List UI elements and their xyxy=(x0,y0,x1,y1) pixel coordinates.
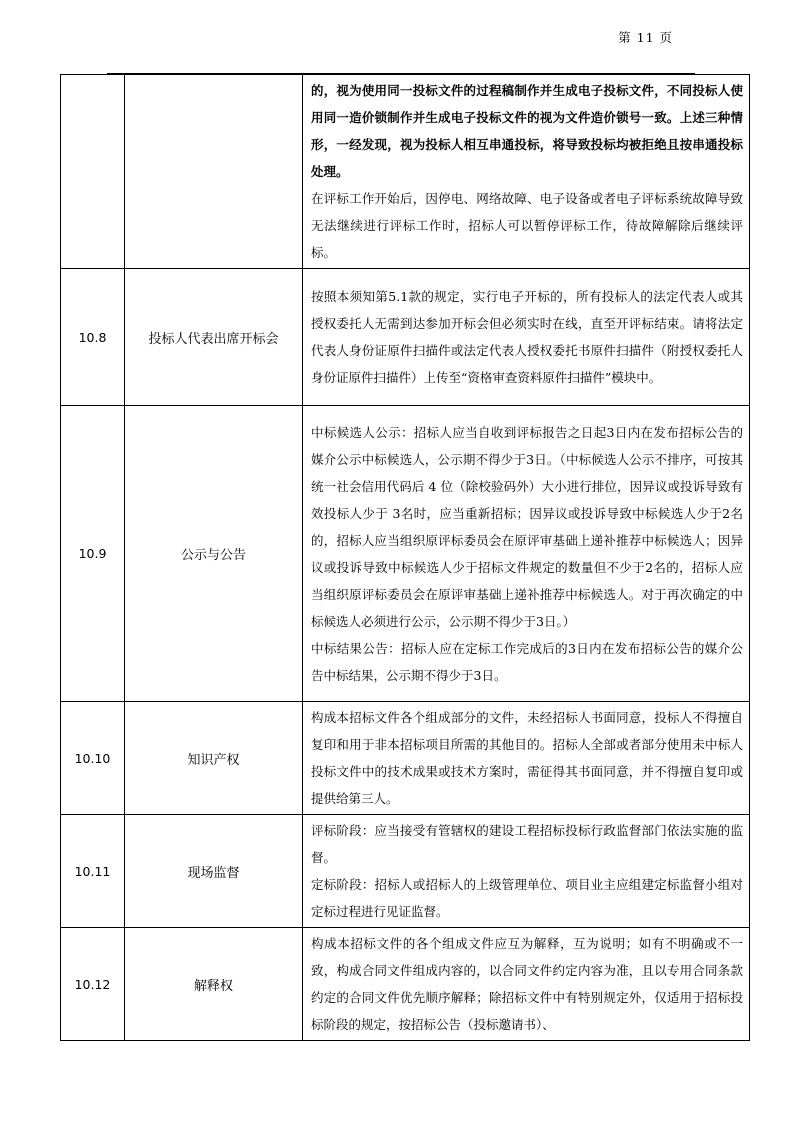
clause-number xyxy=(61,75,125,269)
clause-content xyxy=(303,75,750,269)
table-row xyxy=(61,702,750,815)
table-row xyxy=(61,928,750,1041)
clause-item xyxy=(125,75,303,269)
table-row xyxy=(61,406,750,702)
clause-number: 10.8 xyxy=(61,269,125,406)
clause-paragraph: 构成本招标文件的各个组成文件应互为解释，互为说明；如有不明确或不一致，构成合同文件组成内容的，以合同文件约定内容为准，且以专用合同条款约定的合同文件优先顺序解释；除招标文件中有特别规定外，仅适用于招标投标阶段的规定，按招标公告（投标邀请书）、 xyxy=(311,936,743,1032)
clause-paragraph: 按照本须知第5.1款的规定，实行电子开标的，所有投标人的法定代表人或其授权委托人无需到达参加开标会但必须实时在线，直至开评标结束。请将法定代表人身份证原件扫描件或法定代表人授权委托书原件扫描件（附授权委托人身份证原件扫描件）上传至“资格审查资料原件扫描件”模块中。 xyxy=(311,289,743,385)
clause-item: 知识产权 xyxy=(125,702,303,815)
clause-number: 10.11 xyxy=(61,815,125,928)
clause-content xyxy=(303,702,750,815)
clause-content xyxy=(303,815,750,928)
clause-item: 公示与公告 xyxy=(125,406,303,702)
table-row xyxy=(61,75,750,269)
clause-content xyxy=(303,928,750,1041)
clause-item: 投标人代表出席开标会 xyxy=(125,269,303,406)
clause-paragraph: 定标阶段：招标人或招标人的上级管理单位、项目业主应组建定标监督小组对定标过程进行见证监督。 xyxy=(311,877,743,919)
clause-paragraph: 中标结果公告：招标人应在定标工作完成后的3日内在发布招标公告的媒介公告中标结果，公示期不得少于3日。 xyxy=(311,640,743,683)
clauses-table xyxy=(60,74,750,1041)
clause-item: 解释权 xyxy=(125,928,303,1041)
page-number: 第 11 页 xyxy=(618,30,673,45)
clause-number: 10.12 xyxy=(61,928,125,1041)
table-row xyxy=(61,815,750,928)
clause-paragraph: 构成本招标文件各个组成部分的文件，未经招标人书面同意，投标人不得擅自复印和用于非本招标项目所需的其他目的。招标人全部或者部分使用未中标人投标文件中的技术成果或技术方案时，需征得其书面同意，并不得擅自复印或提供给第三人。 xyxy=(311,710,743,806)
clause-number: 10.10 xyxy=(61,702,125,815)
clause-number: 10.9 xyxy=(61,406,125,702)
clause-paragraph: 中标候选人公示：招标人应当自收到评标报告之日起3日内在发布招标公告的媒介公示中标候选人，公示期不得少于3日。（中标候选人公示不排序，可按其统一社会信用代码后 4 位（除校验码外）大小进行排位，因异议或投诉导致有效投标人少于 3名时，应当重新招标；因异议或投诉导致中标候选人少于2名的，招标人应当组织原评标委员会在原评审基础上递补推荐中标候选人；因异议或投诉导致中标候选人少于招标文件规定的数量但不少于2名的，招标人应当组织原评标委员会在原评审基础上递补推荐中标候选人。对于再次确定的中标候选人必须进行公示，公示期不得少于3日。） xyxy=(311,424,743,629)
table-row xyxy=(61,269,750,406)
clause-paragraph: 在评标工作开始后，因停电、网络故障、电子设备或者电子评标系统故障导致无法继续进行评标工作时，招标人可以暂停评标工作，待故障解除后继续评标。 xyxy=(311,191,743,260)
clause-paragraph: 的，视为使用同一投标文件的过程稿制作并生成电子投标文件，不同投标人使用同一造价锁制作并生成电子投标文件的视为文件造价锁号一致。上述三种情形，一经发现，视为投标人相互串通投标，将导致投标均被拒绝且按串通投标处理。 xyxy=(311,83,743,179)
clause-content xyxy=(303,406,750,702)
clause-paragraph: 评标阶段：应当接受有管辖权的建设工程招标投标行政监督部门依法实施的监督。 xyxy=(311,823,743,865)
clause-item: 现场监督 xyxy=(125,815,303,928)
clause-content xyxy=(303,269,750,406)
